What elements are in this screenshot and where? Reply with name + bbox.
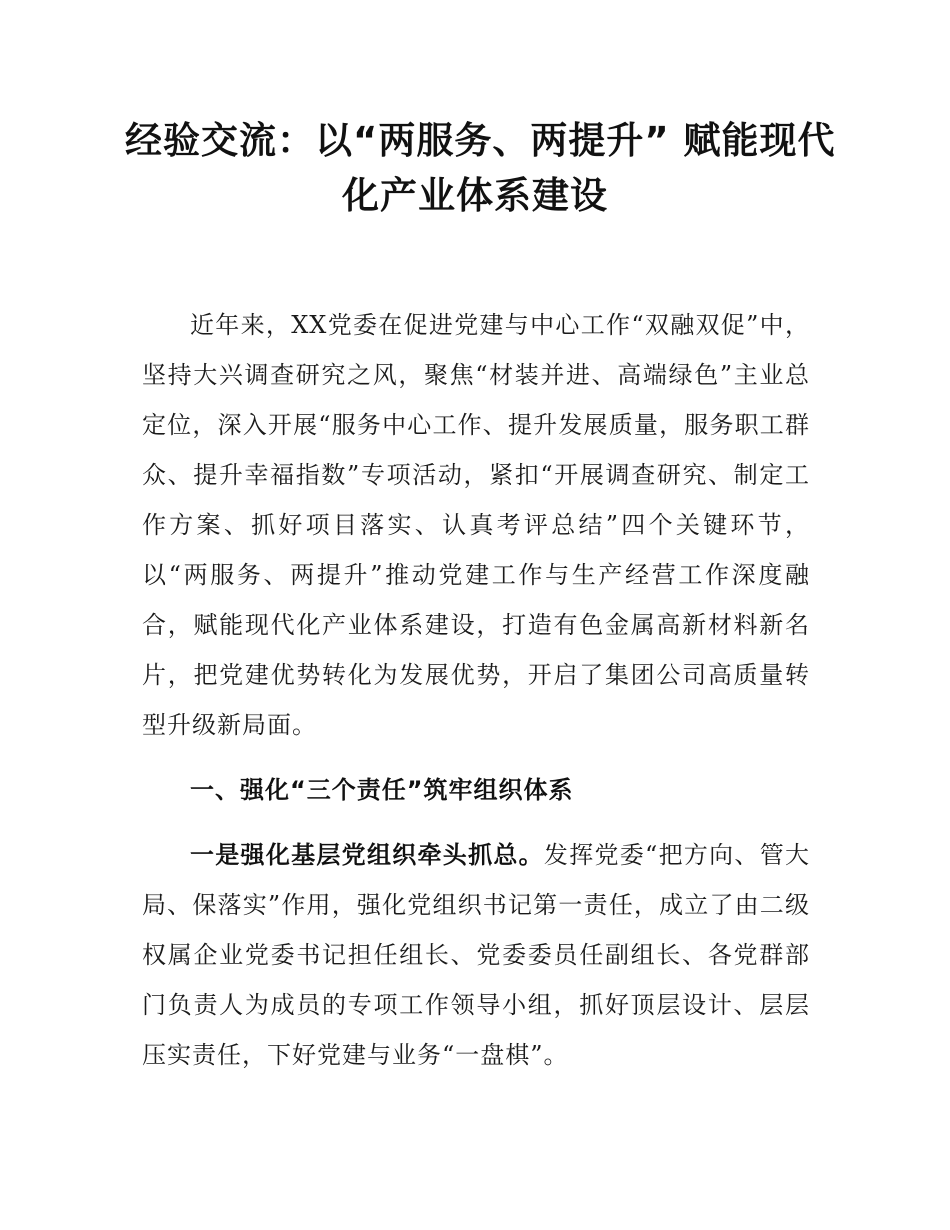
intro-paragraph: 近年来，XX党委在促进党建与中心工作“双融双促”中，坚持大兴调查研究之风，聚焦“材装并进、高端绿色”主业总定位，深入开展“服务中心工作、提升发展质量，服务职工群众、提升幸福指数”专项活动，紧扣“开展调查研究、制定工作方案、抓好项目落实、认真考评总结”四个关键环节，以“两服务、两提升”推动党建工作与生产经营工作深度融合，赋能现代化产业体系建设，打造有色金属高新材料新名片，把党建优势转化为发展优势，开启了集团公司高质量转型升级新局面。 <box>142 311 810 739</box>
document-title-line-2: 化产业体系建设 <box>342 174 608 217</box>
document-title-line-1: 经验交流：以“两服务、两提升” 赋能现代 <box>125 119 836 162</box>
paragraph-lead-in: 一是强化基层党组织牵头抓总。 <box>190 841 544 869</box>
section-1-paragraph-1 <box>142 830 810 1080</box>
document-title <box>125 113 836 223</box>
document-body <box>142 300 810 1080</box>
paragraph-body-text: 发挥党委“把方向、管大局、保落实”作用，强化党组织书记第一责任，成立了由二级权属企业党委书记担任组长、党委委员任副组长、各党群部门负责人为成员的专项工作领导小组，抓好顶层设计、层层压实责任，下好党建与业务“一盘棋”。 <box>142 841 810 1069</box>
section-heading-1: 一、强化“三个责任”筑牢组织体系 <box>190 776 574 804</box>
